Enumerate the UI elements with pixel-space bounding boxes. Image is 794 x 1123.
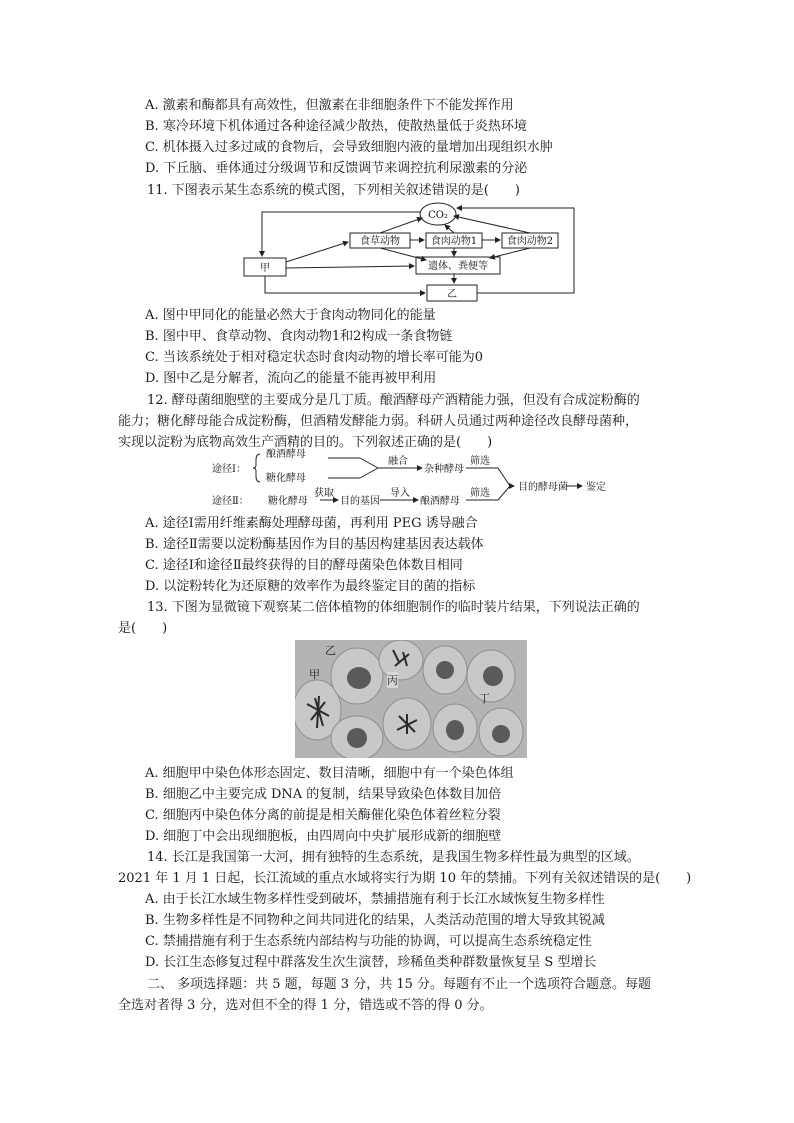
q14-stem-line-1: 14. 长江是我国第一大河，拥有独特的生态系统，是我国生物多样性最为典型的区域。 <box>147 850 640 865</box>
section2-heading-line-2: 全选对者得 3 分，选对但不全的得 1 分，错选或不答的得 0 分。 <box>118 998 493 1013</box>
q14-option-d: D. 长江生态修复过程中群落发生次生演替，珍稀鱼类种群数量恢复呈 S 型增长 <box>145 955 597 970</box>
q14-option-b: B. 生物多样性是不同物种之间共同进化的结果，人类活动范围的增大导致其锐减 <box>145 913 605 928</box>
co2-label: CO₂ <box>428 210 448 221</box>
q14-option-c: C. 禁捕措施有利于生态系统内部结构与功能的协调，可以提高生态系统稳定性 <box>145 934 592 949</box>
target-yeast-label: 目的酵母菌 <box>518 482 568 493</box>
saccharifying-yeast2-label: 糖化酵母 <box>268 496 308 507</box>
q10-option-b: B. 寒冷环境下机体通过各种途径减少散热，使散热量低于炎热环境 <box>145 119 527 134</box>
yeast-route-diagram <box>210 448 610 510</box>
brewing-yeast-label: 酿酒酵母 <box>266 449 306 460</box>
micrograph <box>295 640 527 758</box>
q12-option-d: D. 以淀粉转化为还原糖的效率作为最终鉴定目的菌的指标 <box>145 579 476 594</box>
section2-heading-line-1: 二、 多项选择题：共 5 题，每题 3 分，共 15 分。每题有不止一个选项符合题意。每题 <box>147 977 652 992</box>
herbivore-label: 食草动物 <box>360 236 400 247</box>
q11-option-d: D. 图中乙是分解者，流向乙的能量不能再被甲利用 <box>145 371 437 386</box>
q10-option-a: A. 激素和酶都具有高效性，但激素在非细胞条件下不能发挥作用 <box>145 98 514 113</box>
q13-option-d: D. 细胞丁中会出现细胞板，由四周向中央扩展形成新的细胞壁 <box>145 829 502 844</box>
decomposer-label: 乙 <box>447 289 457 300</box>
q13-stem-line-2: 是( ) <box>118 621 168 636</box>
remains-label: 遗体、粪便等 <box>428 261 488 272</box>
import-label: 导入 <box>390 488 410 499</box>
q12-option-c: C. 途径Ⅰ和途径Ⅱ最终获得的目的酵母菌染色体数目相同 <box>145 558 463 573</box>
q13-option-c: C. 细胞丙中染色体分离的前提是相关酶催化染色体着丝粒分裂 <box>145 808 501 823</box>
q13-option-b: B. 细胞乙中主要完成 DNA 的复制，结果导致染色体数目加倍 <box>145 787 502 802</box>
q11-option-b: B. 图中甲、食草动物、食肉动物1和2构成一条食物链 <box>145 329 453 344</box>
label-jia: 甲 <box>309 668 320 681</box>
label-ding: 丁 <box>479 692 490 705</box>
obtain-label: 获取 <box>314 488 334 499</box>
screen1-label: 筛选 <box>470 456 490 467</box>
q11-option-c: C. 当该系统处于相对稳定状态时食肉动物的增长率可能为0 <box>145 350 484 365</box>
label-bing: 丙 <box>387 674 398 687</box>
q11-stem: 11. 下图表示某生态系统的模式图，下列相关叙述错误的是( ) <box>147 183 520 198</box>
target-gene-label: 目的基因 <box>340 496 380 507</box>
q12-option-b: B. 途径Ⅱ需要以淀粉酶基因作为目的基因构建基因表达载体 <box>145 537 484 552</box>
fusion-label: 融合 <box>388 456 408 467</box>
q10-option-c: C. 机体摄入过多过咸的食物后，会导致细胞内液的量增加出现组织水肿 <box>145 140 553 155</box>
q14-option-a: A. 由于长江水域生物多样性受到破坏，禁捕措施有利于长江水域恢复生物多样性 <box>145 892 605 907</box>
carnivore1-label: 食肉动物1 <box>430 236 478 247</box>
ecosystem-diagram <box>240 200 580 304</box>
carnivore2-label: 食肉动物2 <box>506 236 554 247</box>
q11-option-a: A. 图中甲同化的能量必然大于食肉动物同化的能量 <box>145 308 436 323</box>
q12-stem-line-1: 12. 酵母菌细胞壁的主要成分是几丁质。酿酒酵母产酒精能力强，但没有合成淀粉酶的 <box>147 393 640 408</box>
route2-label: 途径Ⅱ： <box>212 496 249 507</box>
route1-label: 途径Ⅰ： <box>212 464 246 475</box>
q12-stem-line-2: 能力；糖化酵母能合成淀粉酶，但酒精发酵能力弱。科研人员通过两种途径改良酵母菌种， <box>118 414 639 429</box>
saccharifying-yeast-label: 糖化酵母 <box>266 473 306 484</box>
producer-label: 甲 <box>260 263 270 274</box>
screen2-label: 筛选 <box>470 488 490 499</box>
brewing-yeast2-label: 酿酒酵母 <box>420 496 460 507</box>
q10-option-d: D. 下丘脑、垂体通过分级调节和反馈调节来调控抗利尿激素的分泌 <box>145 161 528 176</box>
q12-stem-line-3: 实现以淀粉为底物高效生产酒精的目的。下列叙述正确的是( ) <box>118 435 493 450</box>
q12-option-a: A. 途径Ⅰ需用纤维素酶处理酵母菌，再利用 PEG 诱导融合 <box>145 516 478 531</box>
identify-label: 鉴定 <box>586 482 606 493</box>
hybrid-yeast-label: 杂种酵母 <box>424 464 464 475</box>
q14-stem-line-2: 2021 年 1 月 1 日起，长江流域的重点水域将实行为期 10 年的禁捕。下列有关叙述错误的是( ) <box>118 871 692 886</box>
q13-option-a: A. 细胞甲中染色体形态固定、数目清晰，细胞中有一个染色体组 <box>145 766 514 781</box>
label-yi: 乙 <box>325 644 336 657</box>
q13-stem-line-1: 13. 下图为显微镜下观察某二倍体植物的体细胞制作的临时装片结果，下列说法正确的 <box>147 600 640 615</box>
